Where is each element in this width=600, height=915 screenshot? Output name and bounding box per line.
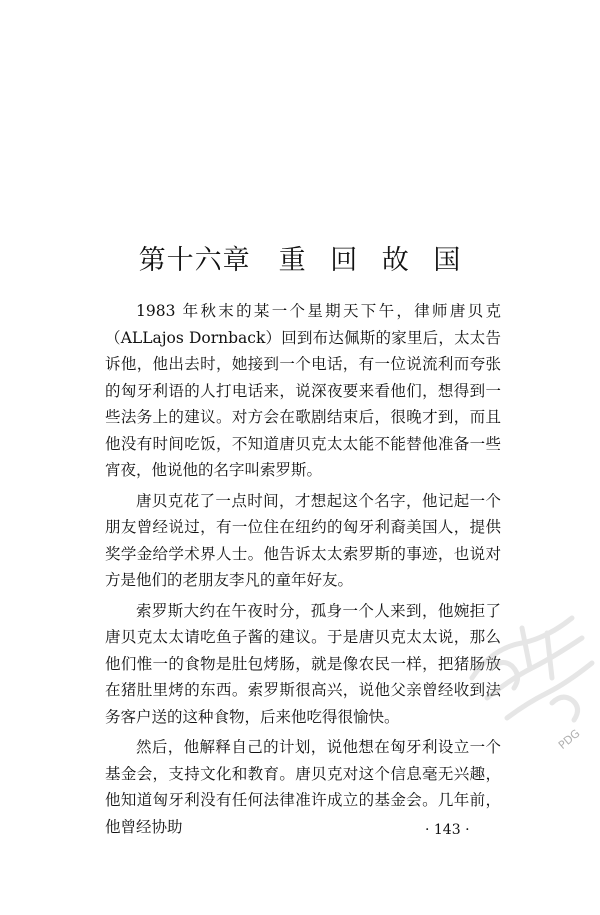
body-text xyxy=(105,298,501,844)
paragraph: 索罗斯大约在午夜时分，孤身一个人来到，他婉拒了唐贝克太太请吃鱼子酱的建议。于是唐贝克太太说，那么他们惟一的食物是肚包烤肠，就是像农民一样，把猪肠放在猪肚里烤的东西。索罗斯很高兴，说他父亲曾经收到法务客户送的这种食物，后来他吃得很愉快。 xyxy=(105,601,501,726)
paragraph: 1983 年秋末的某一个星期天下午，律师唐贝克（ALLajos Dornback）回到布达佩斯的家里后，太太告诉他，他出去时，她接到一个电话，有一位说流利而夸张的匈牙利语的人打电话来，说深夜要来看他们，想得到一些法务上的建议。对方会在歌剧结束后，很晚才到，而且他没有时间吃饭，不知道唐贝克太太能不能替他准备一些宵夜，他说他的名字叫索罗斯。 xyxy=(105,302,501,479)
chapter-title: 第十六章 重 回 故 国 xyxy=(138,245,462,277)
watermark-label: PDG xyxy=(556,726,583,752)
page-number: · 143 · xyxy=(425,822,470,838)
paragraph: 唐贝克花了一点时间，才想起这个名字，他记起一个朋友曾经说过，有一位住在纽约的匈牙利裔美国人，提供奖学金给学术界人士。他告诉太太索罗斯的事迹，也说对方是他们的老朋友李凡的童年好友。 xyxy=(105,491,501,589)
paragraph: 然后，他解释自己的计划，说他想在匈牙利设立一个基金会，支持文化和教育。唐贝克对这个信息毫无兴趣，他知道匈牙利没有任何法律准许成立的基金会。几年前，他曾经协助 xyxy=(105,738,501,836)
